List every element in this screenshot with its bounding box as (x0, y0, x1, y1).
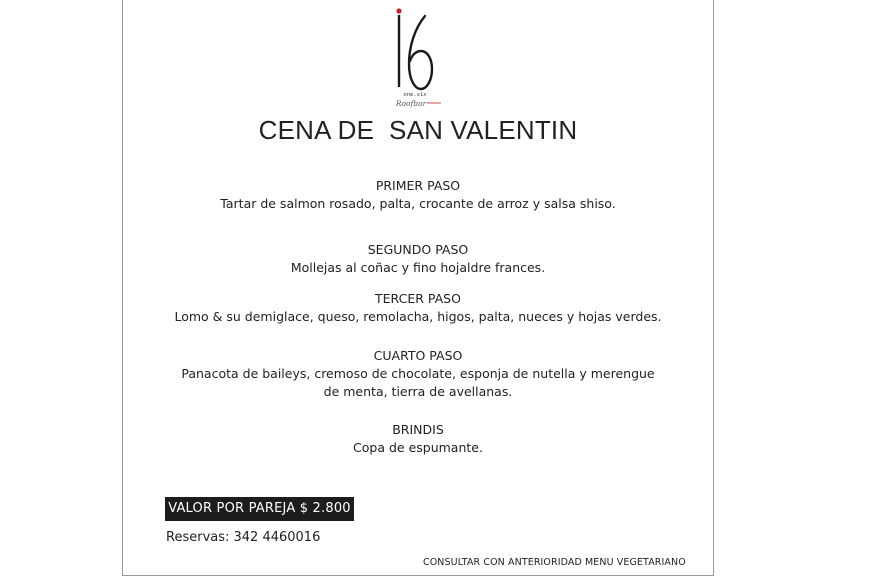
logo-script: Roofbar (395, 99, 427, 108)
course-primer-paso (122, 177, 714, 213)
reservations-phone: Reservas: 342 4460016 (166, 530, 321, 545)
course-segundo-paso (122, 241, 714, 277)
course-heading: SEGUNDO PASO (367, 242, 469, 257)
menu-title: CENA DE SAN VALENTIN (258, 115, 578, 145)
course-brindis (122, 421, 714, 457)
course-description: Lomo & su demiglace, queso, remolacha, higos, palta, nueces y hojas verdes. (174, 309, 662, 324)
course-heading: PRIMER PASO (375, 178, 461, 193)
course-description: Mollejas al coñac y fino hojaldre frances. (290, 260, 546, 275)
course-heading: BRINDIS (392, 422, 444, 437)
course-heading: TERCER PASO (375, 291, 461, 306)
course-heading: CUARTO PASO (373, 348, 463, 363)
course-cuarto-paso (122, 347, 714, 401)
price-badge: VALOR POR PAREJA $ 2.800 (165, 497, 354, 521)
course-tercer-paso (122, 290, 714, 326)
brand-logo (385, 2, 445, 108)
course-description: Panacota de baileys, cremoso de chocolate, esponja de nutella y merengue (181, 366, 655, 381)
course-description: Copa de espumante. (353, 440, 483, 455)
course-description: Tartar de salmon rosado, palta, crocante de arroz y salsa shiso. (220, 196, 616, 211)
logo-subtitle: one.six (403, 92, 427, 98)
vegetarian-note: CONSULTAR CON ANTERIORIDAD MENU VEGETARIANO (423, 557, 686, 568)
course-description: de menta, tierra de avellanas. (323, 384, 513, 399)
